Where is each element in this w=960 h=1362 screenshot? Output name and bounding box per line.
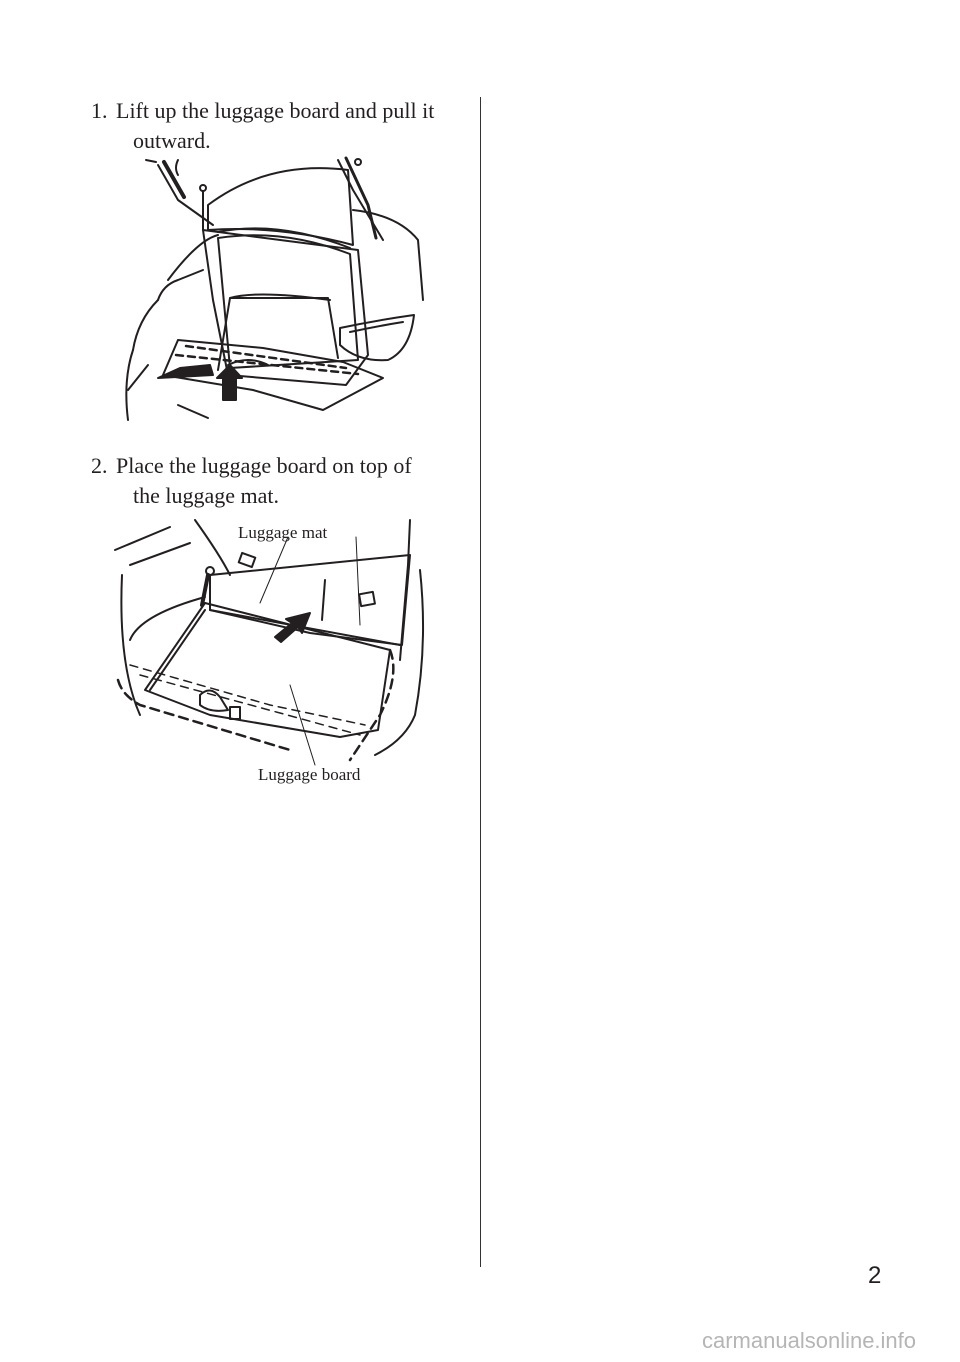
- page-number: 2: [868, 1262, 882, 1289]
- step-1-text-line-2: outward.: [133, 128, 211, 153]
- step-2-instruction: [91, 451, 471, 515]
- step-1-number: 1.: [91, 98, 108, 123]
- step-2-text-line-1: Place the luggage board on top of: [116, 453, 412, 478]
- step-2-number: 2.: [91, 453, 108, 478]
- footer-watermark: carmanualsonline.info: [702, 1328, 917, 1353]
- luggage-mat-label: Luggage mat: [238, 523, 328, 542]
- luggage-board-label: Luggage board: [258, 765, 361, 784]
- step-2-text-line-2: the luggage mat.: [133, 483, 280, 508]
- column-divider: [480, 97, 481, 1267]
- lift-luggage-board-illustration: [118, 150, 438, 440]
- step-1-text-line-1: Lift up the luggage board and pull it: [116, 98, 435, 123]
- place-board-on-mat-illustration: [110, 515, 440, 795]
